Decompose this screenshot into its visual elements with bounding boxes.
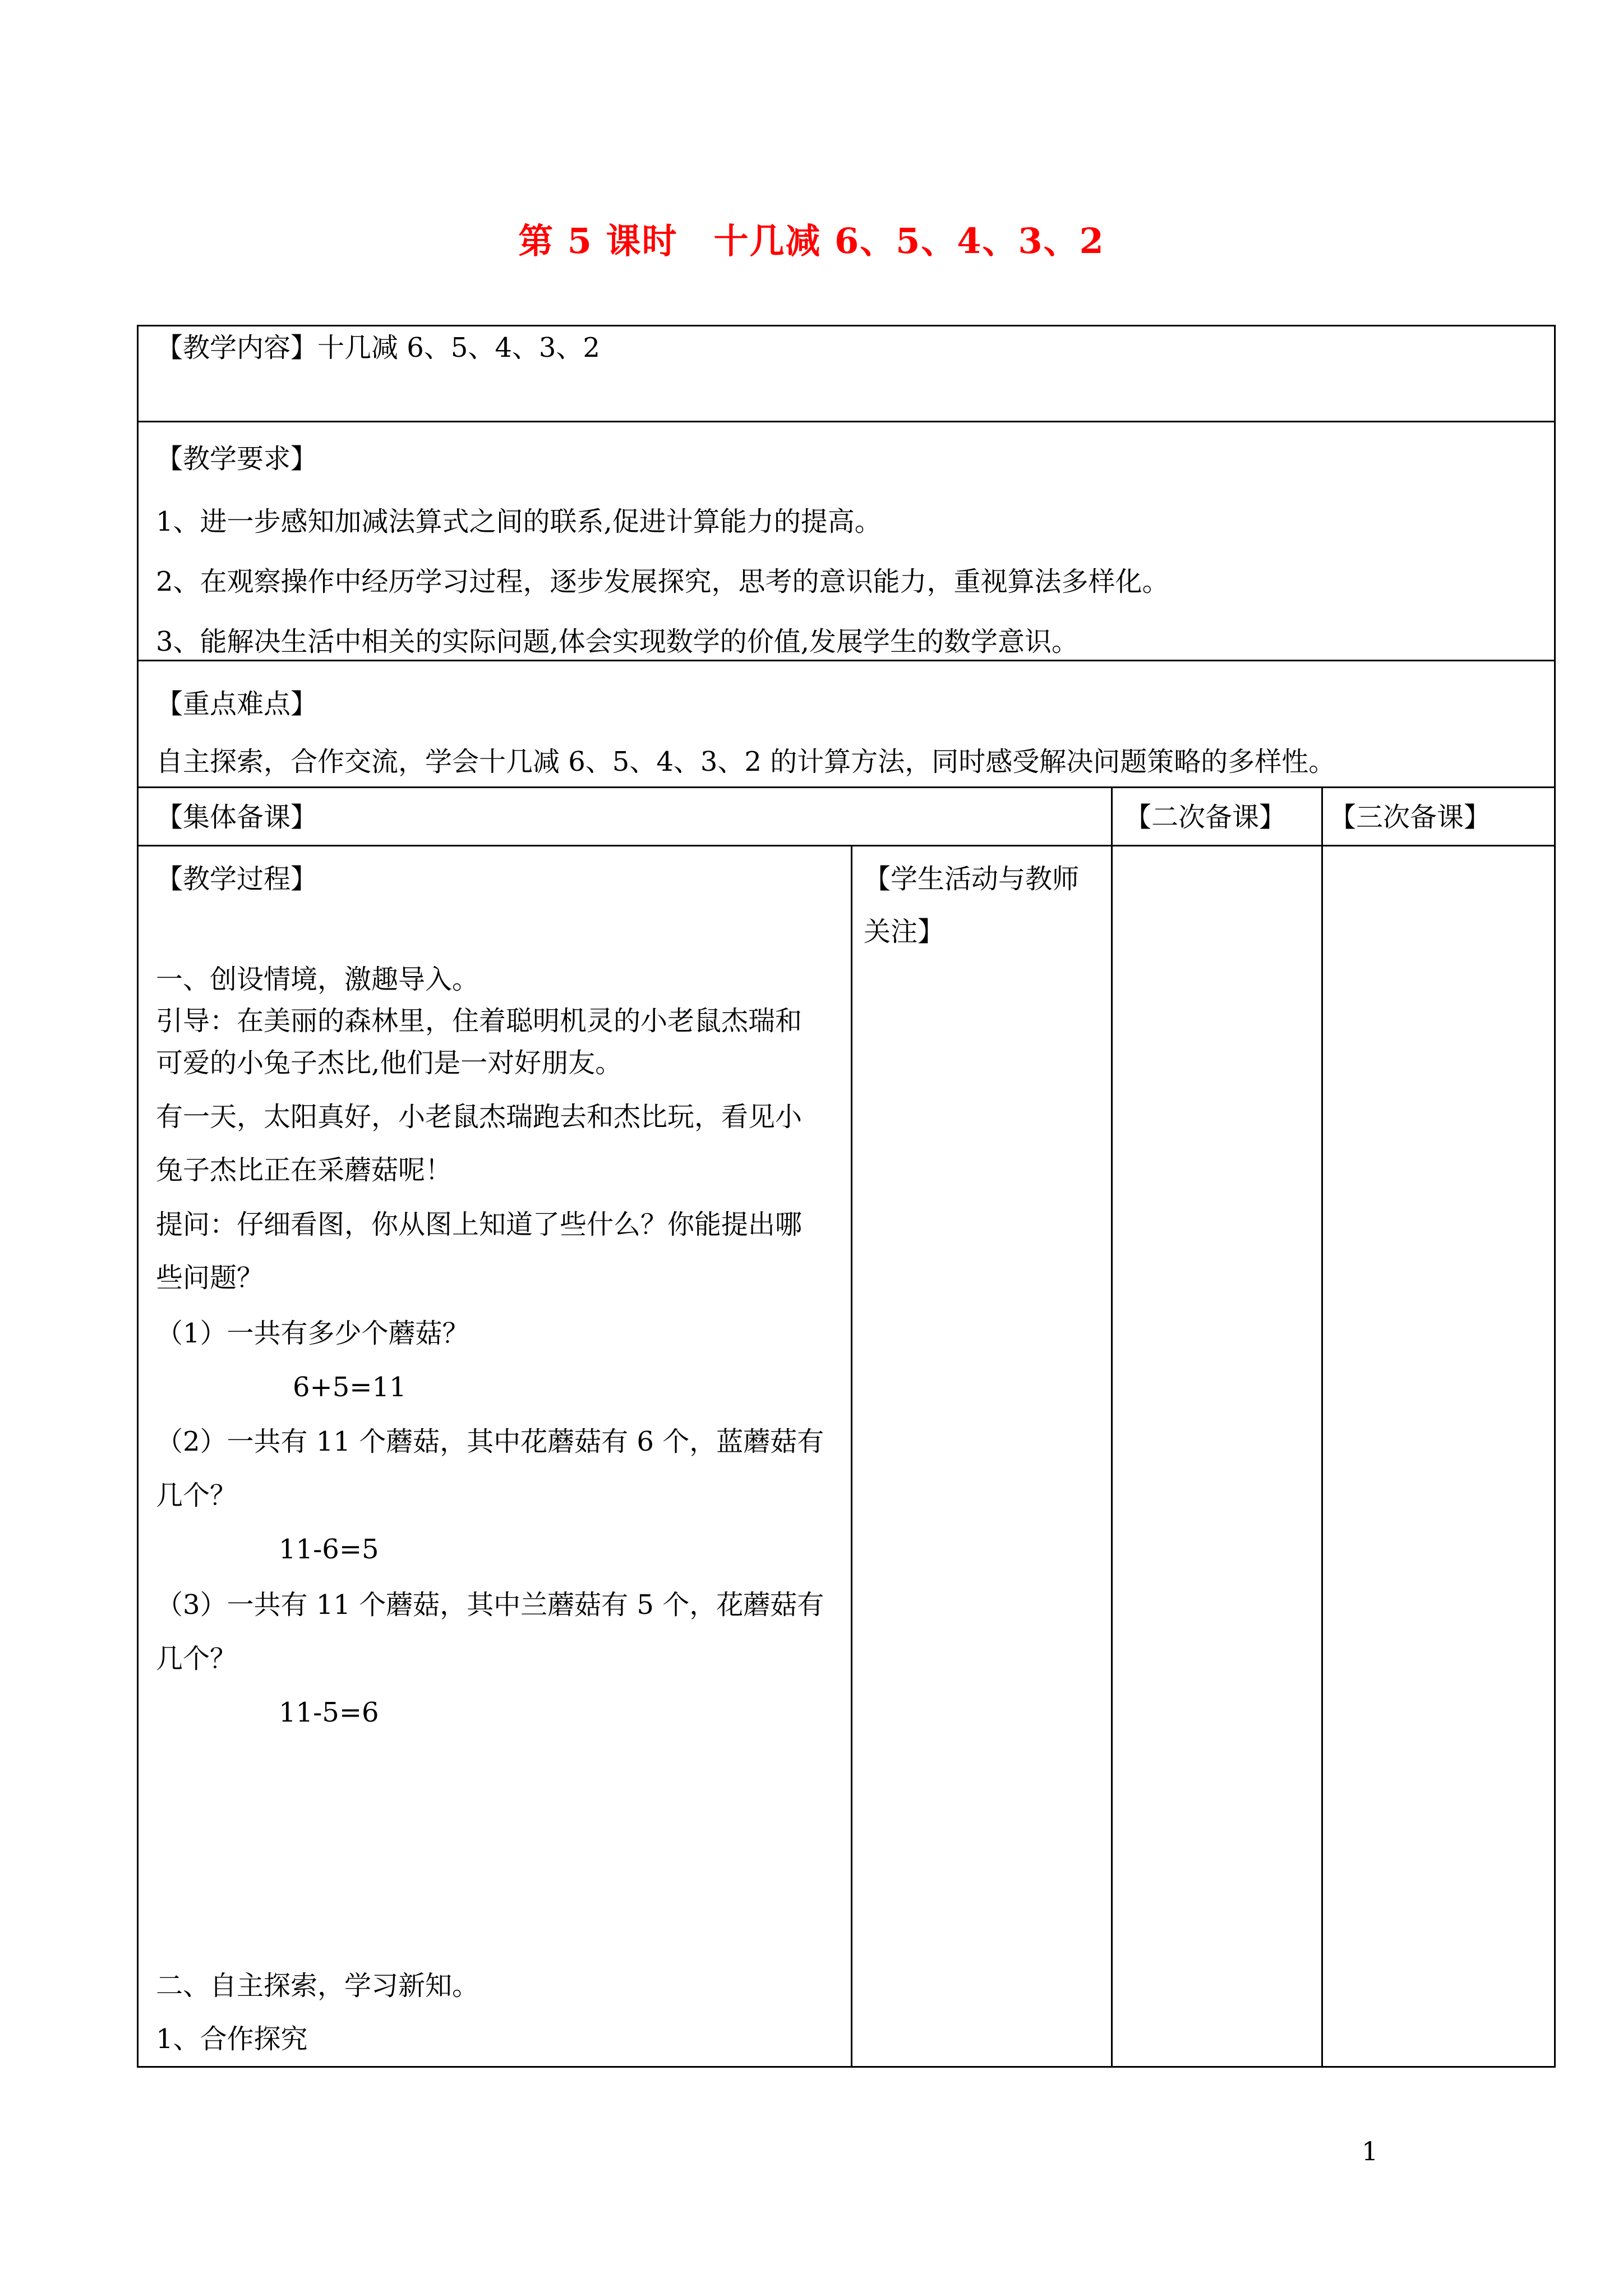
content-row (156, 329, 600, 366)
student-activity-heading: 【学生活动与教师 (864, 863, 1080, 895)
question-item: 几个？ (156, 1480, 237, 1511)
row-divider (137, 845, 1556, 846)
student-activity-heading: 关注】 (864, 916, 945, 947)
key-points-heading: 【重点难点】 (156, 688, 318, 720)
question-item: 几个？ (156, 1643, 237, 1674)
content-value: 十几减 6、5、4、3、2 (317, 332, 600, 364)
collective-prep-header: 【集体备课】 (156, 802, 318, 833)
requirement-item: 3、能解决生活中相关的实际问题,体会实现数学的价值,发展学生的数学意识。 (156, 626, 1079, 657)
row-divider (137, 421, 1556, 422)
question-item: （3）一共有 11 个蘑菇，其中兰蘑菇有 5 个，花蘑菇有 (156, 1589, 824, 1621)
column-divider (1111, 786, 1113, 2068)
requirement-item: 1、进一步感知加减法算式之间的联系,促进计算能力的提高。 (156, 506, 882, 537)
subsection-heading: 1、合作探究 (156, 2023, 308, 2055)
requirement-item: 2、在观察操作中经历学习过程，逐步发展探究，思考的意识能力，重视算法多样化。 (156, 566, 1169, 597)
equation: 11-5=6 (279, 1697, 379, 1728)
question-item: （2）一共有 11 个蘑菇，其中花蘑菇有 6 个，蓝蘑菇有 (156, 1426, 824, 1457)
page-number: 1 (1362, 2136, 1378, 2166)
paragraph-line: 兔子杰比正在采蘑菇呢！ (156, 1154, 453, 1186)
equation: 11-6=5 (279, 1534, 379, 1565)
table-border-left (137, 325, 139, 2068)
question-item: （1）一共有多少个蘑菇？ (156, 1318, 469, 1349)
table-border-bottom (137, 2066, 1556, 2068)
process-heading: 【教学过程】 (156, 863, 318, 895)
content-label: 【教学内容】 (156, 332, 318, 364)
column-divider (851, 845, 852, 2068)
paragraph-line: 可爱的小兔子杰比,他们是一对好朋友。 (156, 1047, 623, 1079)
document-title: 第 5 课时 十几减 6、5、4、3、2 (518, 220, 1105, 261)
equation: 6+5=11 (293, 1372, 407, 1403)
table-border-right (1554, 325, 1556, 2068)
section-heading: 二、自主探索，学习新知。 (156, 1970, 479, 2001)
table-border-top (137, 325, 1556, 326)
paragraph-line: 些问题？ (156, 1262, 264, 1294)
second-prep-header: 【二次备课】 (1124, 802, 1287, 833)
paragraph-line: 提问：仔细看图，你从图上知道了些什么？你能提出哪 (156, 1209, 803, 1240)
paragraph-line: 引导：在美丽的森林里，住着聪明机灵的小老鼠杰瑞和 (156, 1005, 803, 1037)
section-heading: 一、创设情境，激趣导入。 (156, 964, 479, 995)
paragraph-line: 有一天，太阳真好，小老鼠杰瑞跑去和杰比玩，看见小 (156, 1101, 803, 1133)
third-prep-header: 【三次备课】 (1329, 802, 1491, 833)
column-divider (1321, 786, 1323, 2068)
row-divider (137, 786, 1556, 788)
key-points-text: 自主探索，合作交流，学会十几减 6、5、4、3、2 的计算方法，同时感受解决问题策略的多样性。 (156, 746, 1336, 777)
requirements-heading: 【教学要求】 (156, 443, 318, 475)
